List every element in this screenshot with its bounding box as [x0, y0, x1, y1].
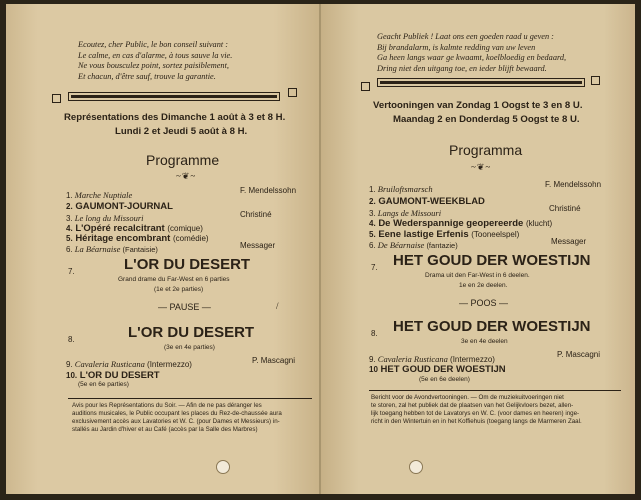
feature-subtitle: Drama uit den Far-West in 6 deelen. [425, 272, 530, 279]
ornament-square-left [52, 94, 61, 103]
performances-line-2: Maandag 2 en Donderdag 5 Oogst te 8 U. [393, 114, 580, 125]
warning-line: Ga heen langs waar ge kwaamt, koelbloedig en bedaard, [377, 53, 567, 62]
feature-title: L'OR DU DESERT [128, 324, 255, 341]
pause-label: — POOS — [459, 298, 509, 308]
composer: Messager [551, 237, 587, 246]
performances-line-2: Lundi 2 et Jeudi 5 août à 8 H. [115, 126, 248, 137]
warning-line: Dring niet den uitgang toe, en ieder blijft bewaard. [377, 63, 547, 73]
composer: F. Mendelssohn [545, 180, 602, 189]
feature-number: 7. [68, 267, 75, 276]
program-item: 4. De Wederspannige geopereerde (klucht) [369, 218, 553, 229]
footer-rule [68, 398, 312, 399]
footer-notice-fr [72, 402, 282, 434]
program-item: 3. Le long du Missouri [66, 213, 144, 223]
flourish-ornament: ~❦~ [176, 171, 197, 181]
program-item: 4. L'Opéré recalcitrant (comique) [66, 223, 203, 234]
composer: P. Mascagni [252, 356, 295, 365]
footer-line: Bericht voor de Avondvertooningen. — Om de muziekuitvoeringen niet [371, 394, 564, 401]
composer: F. Mendelssohn [240, 186, 297, 195]
pause-label: — PAUSE — [158, 302, 211, 312]
feature-number: 8. [371, 329, 378, 338]
program-item: 9. Cavaleria Rusticana (Intermezzo) [369, 354, 495, 364]
fire-warning-fr [78, 40, 232, 82]
composer: Messager [240, 241, 276, 250]
warning-line: Le calme, en cas d'alarme, à tous sauve la vie. [78, 50, 233, 60]
feature-parts: (3e en 4e parties) [164, 344, 215, 351]
decorative-bar [68, 92, 280, 101]
right-page [321, 4, 635, 494]
warning-line: Ne vous bousculez point, sortez paisiblement, [78, 61, 229, 70]
program-spread [6, 4, 635, 494]
feature-parts: 1e en 2e deelen. [459, 282, 508, 289]
composer: Christiné [240, 210, 272, 219]
program-item: 2. GAUMONT-JOURNAL [66, 201, 173, 212]
program-item: 2. GAUMONT-WEEKBLAD [369, 196, 485, 207]
footer-line: exclusivement accès aux Lavatories et W. C. (pour Dames et Messieurs) in- [72, 418, 280, 425]
program-item: 3. Langs de Missouri [369, 208, 442, 218]
feature-number: 7. [371, 263, 378, 272]
composer: Christiné [549, 204, 581, 213]
program-item: 1. Marche Nuptiale [66, 190, 133, 200]
margin-mark: / [276, 301, 279, 311]
feature-title: HET GOUD DER WOESTIJN [393, 252, 591, 269]
feature-number: 8. [68, 335, 75, 344]
warning-line: Geacht Publiek ! Laat ons een goeden raad u geven : [377, 32, 554, 41]
performances-line-1: Vertooningen van Zondag 1 Oogst te 3 en 8 U. [373, 100, 583, 111]
program-item: 6. De Béarnaise (fantazie) [369, 240, 458, 250]
feature-parts: (1e et 2e parties) [154, 286, 204, 293]
feature-parts: (5e en 6e parties) [78, 381, 129, 388]
footer-rule [369, 390, 621, 391]
program-item: 1. Bruiloftsmarsch [369, 184, 433, 194]
feature-title: HET GOUD DER WOESTIJN [393, 318, 591, 335]
feature-subtitle: Grand drame du Far-West en 6 parties [118, 276, 230, 283]
program-item: 9. Cavaleria Rusticana (Intermezzo) [66, 359, 192, 369]
ornament-square-left [361, 82, 370, 91]
program-item: 10 HET GOUD DER WOESTIJN [369, 364, 506, 375]
footer-line: Avis pour les Représentations du Soir. — Afin de ne pas déranger les [72, 402, 262, 409]
program-item: 10. L'OR DU DESERT [66, 370, 160, 381]
footer-line: auditions musicales, le Public occupant les places du Rez-de-chaussée aura [72, 410, 282, 417]
footer-line: stallés au Jardin d'hiver et au Café (accès par la Salle des Marbres) [72, 426, 258, 433]
footer-line: lijk toegang hebben tot de Lavatorys en W. C. (voor dames en heeren) inge- [371, 410, 580, 417]
fire-warning-nl [377, 32, 566, 74]
feature-parts: (5e en 6e deelen) [419, 376, 470, 383]
footer-line: richt in den Wintertuin en in het Koffiehuis (toegang langs de Marmeren Zaal. [371, 418, 582, 425]
flourish-ornament: ~❦~ [471, 162, 492, 172]
footer-line: te storen, zal het publiek dat de plaatsen van het Gelijkvloers bezet, allen- [371, 402, 574, 409]
warning-line: Et chacun, d'être sauf, trouve la garantie. [78, 71, 216, 81]
decorative-bar [377, 78, 585, 87]
feature-parts: 3e en 4e deelen [461, 338, 508, 345]
programme-title: Programme [146, 152, 220, 168]
program-item: 5. Héritage encombrant (comédie) [66, 233, 209, 244]
left-page [6, 4, 321, 494]
program-item: 5. Eene lastige Erfenis (Tooneelspel) [369, 229, 520, 240]
ornament-square-right [288, 88, 297, 97]
performances-line-1: Représentations des Dimanche 1 août à 3 et 8 H. [64, 112, 286, 123]
warning-line: Bij brandalarm, is kalmte redding van uw leven [377, 42, 536, 52]
ornament-square-right [591, 76, 600, 85]
feature-title: L'OR DU DESERT [124, 256, 251, 273]
composer: P. Mascagni [557, 350, 600, 359]
binding-hole [216, 460, 230, 474]
programme-title: Programma [449, 142, 523, 158]
program-item: 6. La Béarnaise (Fantaisie) [66, 244, 158, 254]
footer-notice-nl [371, 394, 582, 426]
warning-line: Ecoutez, cher Public, le bon conseil suivant : [78, 40, 228, 49]
binding-hole [409, 460, 423, 474]
